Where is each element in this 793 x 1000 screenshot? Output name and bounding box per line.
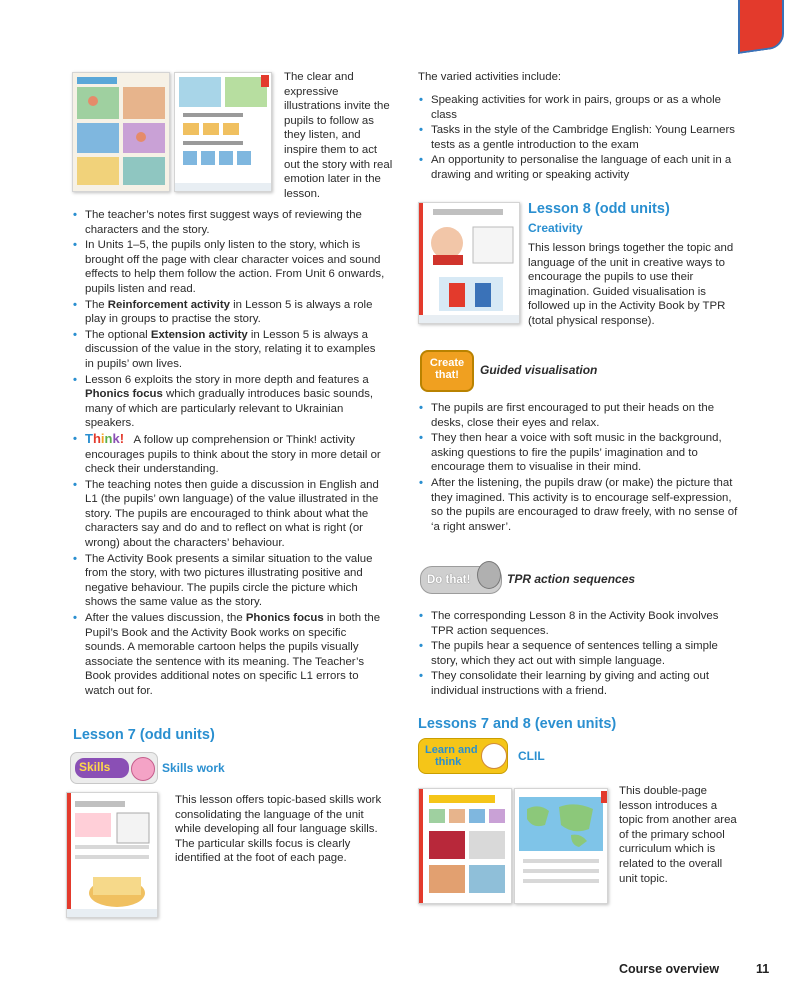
learn-and-think-line1: Learn and xyxy=(425,744,478,756)
lesson7-subheading: Skills work xyxy=(162,761,225,775)
create-that-badge xyxy=(420,350,474,392)
clil-page-thumbnail-left xyxy=(418,788,512,904)
activities-intro: The varied activities include: xyxy=(418,71,562,83)
lesson8-page-thumbnail xyxy=(418,202,520,324)
list-item: • Think! A follow up comprehension or Think! activity encourages pupils to think about the story in more detail or check their understanding. xyxy=(73,432,385,477)
list-item: • The corresponding Lesson 8 in the Activity Book involves TPR action sequences. xyxy=(419,609,739,638)
list-item: • The pupils are first encouraged to put their heads on the desks, close their eyes and relax. xyxy=(419,401,739,430)
do-that-mascot-icon xyxy=(477,561,501,589)
list-item: • The teacher’s notes first suggest ways of reviewing the characters and the story. xyxy=(73,208,385,237)
lesson7-heading: Lesson 7 (odd units) xyxy=(73,727,215,743)
learn-and-think-line2: think xyxy=(435,756,462,768)
corner-tab-decoration xyxy=(738,0,784,54)
clil-subheading: CLIL xyxy=(518,749,545,763)
lesson7-page-thumbnail xyxy=(66,792,158,918)
list-item: • The optional Extension activity in Lesson 5 is always a discussion of the value in the story, relating it to examples in pupils’ own lives. xyxy=(73,328,385,372)
list-item: • After the listening, the pupils draw (or make) the picture that they imagined. This activity is to encourage self-expression, so the pupils are encouraged to draw freely, with no sense of ‘a right answer’. xyxy=(419,476,739,534)
activities-bullet-list xyxy=(419,93,739,184)
clil-page-thumbnail-right xyxy=(514,788,608,904)
lessons78-heading: Lessons 7 and 8 (even units) xyxy=(418,716,617,732)
doit-bullet-list xyxy=(419,609,739,700)
list-item: • An opportunity to personalise the language of each unit in a drawing and writing or speaking activity xyxy=(419,153,739,182)
skills-icon xyxy=(131,757,155,781)
guided-visualisation-title: Guided visualisation xyxy=(480,363,598,377)
lesson8-subheading: Creativity xyxy=(528,221,583,235)
page-number: 11 xyxy=(756,962,770,976)
create-bullet-list xyxy=(419,401,739,535)
list-item: • Lesson 6 exploits the story in more depth and features a Phonics focus which gradually introduces basic sounds, many of which are particularly relevant to Ukrainian speakers. xyxy=(73,373,385,431)
illustrations-intro-text: The clear and expressive illustrations invite the pupils to follow as they listen, and inspire them to act out the story with real emotion later in the lesson. xyxy=(284,71,393,200)
paintbrush-icon xyxy=(481,743,507,769)
lesson8-heading: Lesson 8 (odd units) xyxy=(528,201,670,217)
skills-badge-label: Skills xyxy=(79,760,111,774)
list-item: • The Activity Book presents a similar situation to the value from the story, with two pictures illustrating positive and negative behaviour. The pupils circle the picture which shows the same value as the story. xyxy=(73,552,385,610)
list-item: • The Reinforcement activity in Lesson 5 is always a role play in groups to practise the story. xyxy=(73,298,385,327)
list-item: • After the values discussion, the Phonics focus in both the Pupil’s Book and the Activity Book works on specific sounds. A memorable cartoon helps the pupils visually associate the sentence with its meaning. The Teacher’s Book provides additional notes on specific L1 errors to watch out for. xyxy=(73,611,385,699)
do-that-label: Do that! xyxy=(427,574,471,586)
story-page-thumbnail-right xyxy=(174,72,272,192)
create-that-line1: Create xyxy=(429,357,465,369)
lessons78-text: This double-page lesson introduces a topic from another area of the primary school curriculum which is related to the overall unit topic. xyxy=(619,785,737,885)
footer-label: Course overview xyxy=(619,962,720,976)
list-item: • They then hear a voice with soft music in the background, asking questions to fire the pupils’ imagination and to encourage them to visualise in their mind. xyxy=(419,431,739,475)
skills-badge xyxy=(70,752,158,784)
list-item: • Speaking activities for work in pairs, groups or as a whole class xyxy=(419,93,739,122)
list-item: • In Units 1–5, the pupils only listen to the story, which is brought off the page with clear character voices and sound effects to help them follow the action. From Unit 6 onwards, pupils listen and read. xyxy=(73,238,385,296)
lesson7-text: This lesson offers topic-based skills work consolidating the language of the unit while developing all four language skills. The particular skills focus is clearly identified at the foot of each page. xyxy=(175,794,382,865)
left-bullet-list xyxy=(73,208,385,700)
lesson8-text: This lesson brings together the topic and language of the unit in creative ways to encourage the pupils to use their imagination. Guided visualisation is followed up in the Activity Book by TPR (total physical response). xyxy=(528,242,734,327)
think-logo: Think! xyxy=(85,430,125,446)
learn-and-think-badge xyxy=(418,738,508,774)
list-item: • The pupils hear a sequence of sentences telling a simple story, which they act out with simple language. xyxy=(419,639,739,668)
story-page-thumbnail-left xyxy=(72,72,170,192)
list-item: • They consolidate their learning by giving and acting out individual instructions with a friend. xyxy=(419,669,739,698)
create-that-line2: that! xyxy=(435,369,459,381)
tpr-action-title: TPR action sequences xyxy=(507,572,636,586)
do-that-badge xyxy=(420,566,502,594)
list-item: • The teaching notes then guide a discussion in English and L1 (the pupils’ own language) of the value illustrated in the story. The pupils are encouraged to think about what the characters say and do and to reflect on what is right (or wrong) about the characters’ behaviour. xyxy=(73,478,385,551)
list-item: • Tasks in the style of the Cambridge English: Young Learners tests as a gentle introduction to the exam xyxy=(419,123,739,152)
